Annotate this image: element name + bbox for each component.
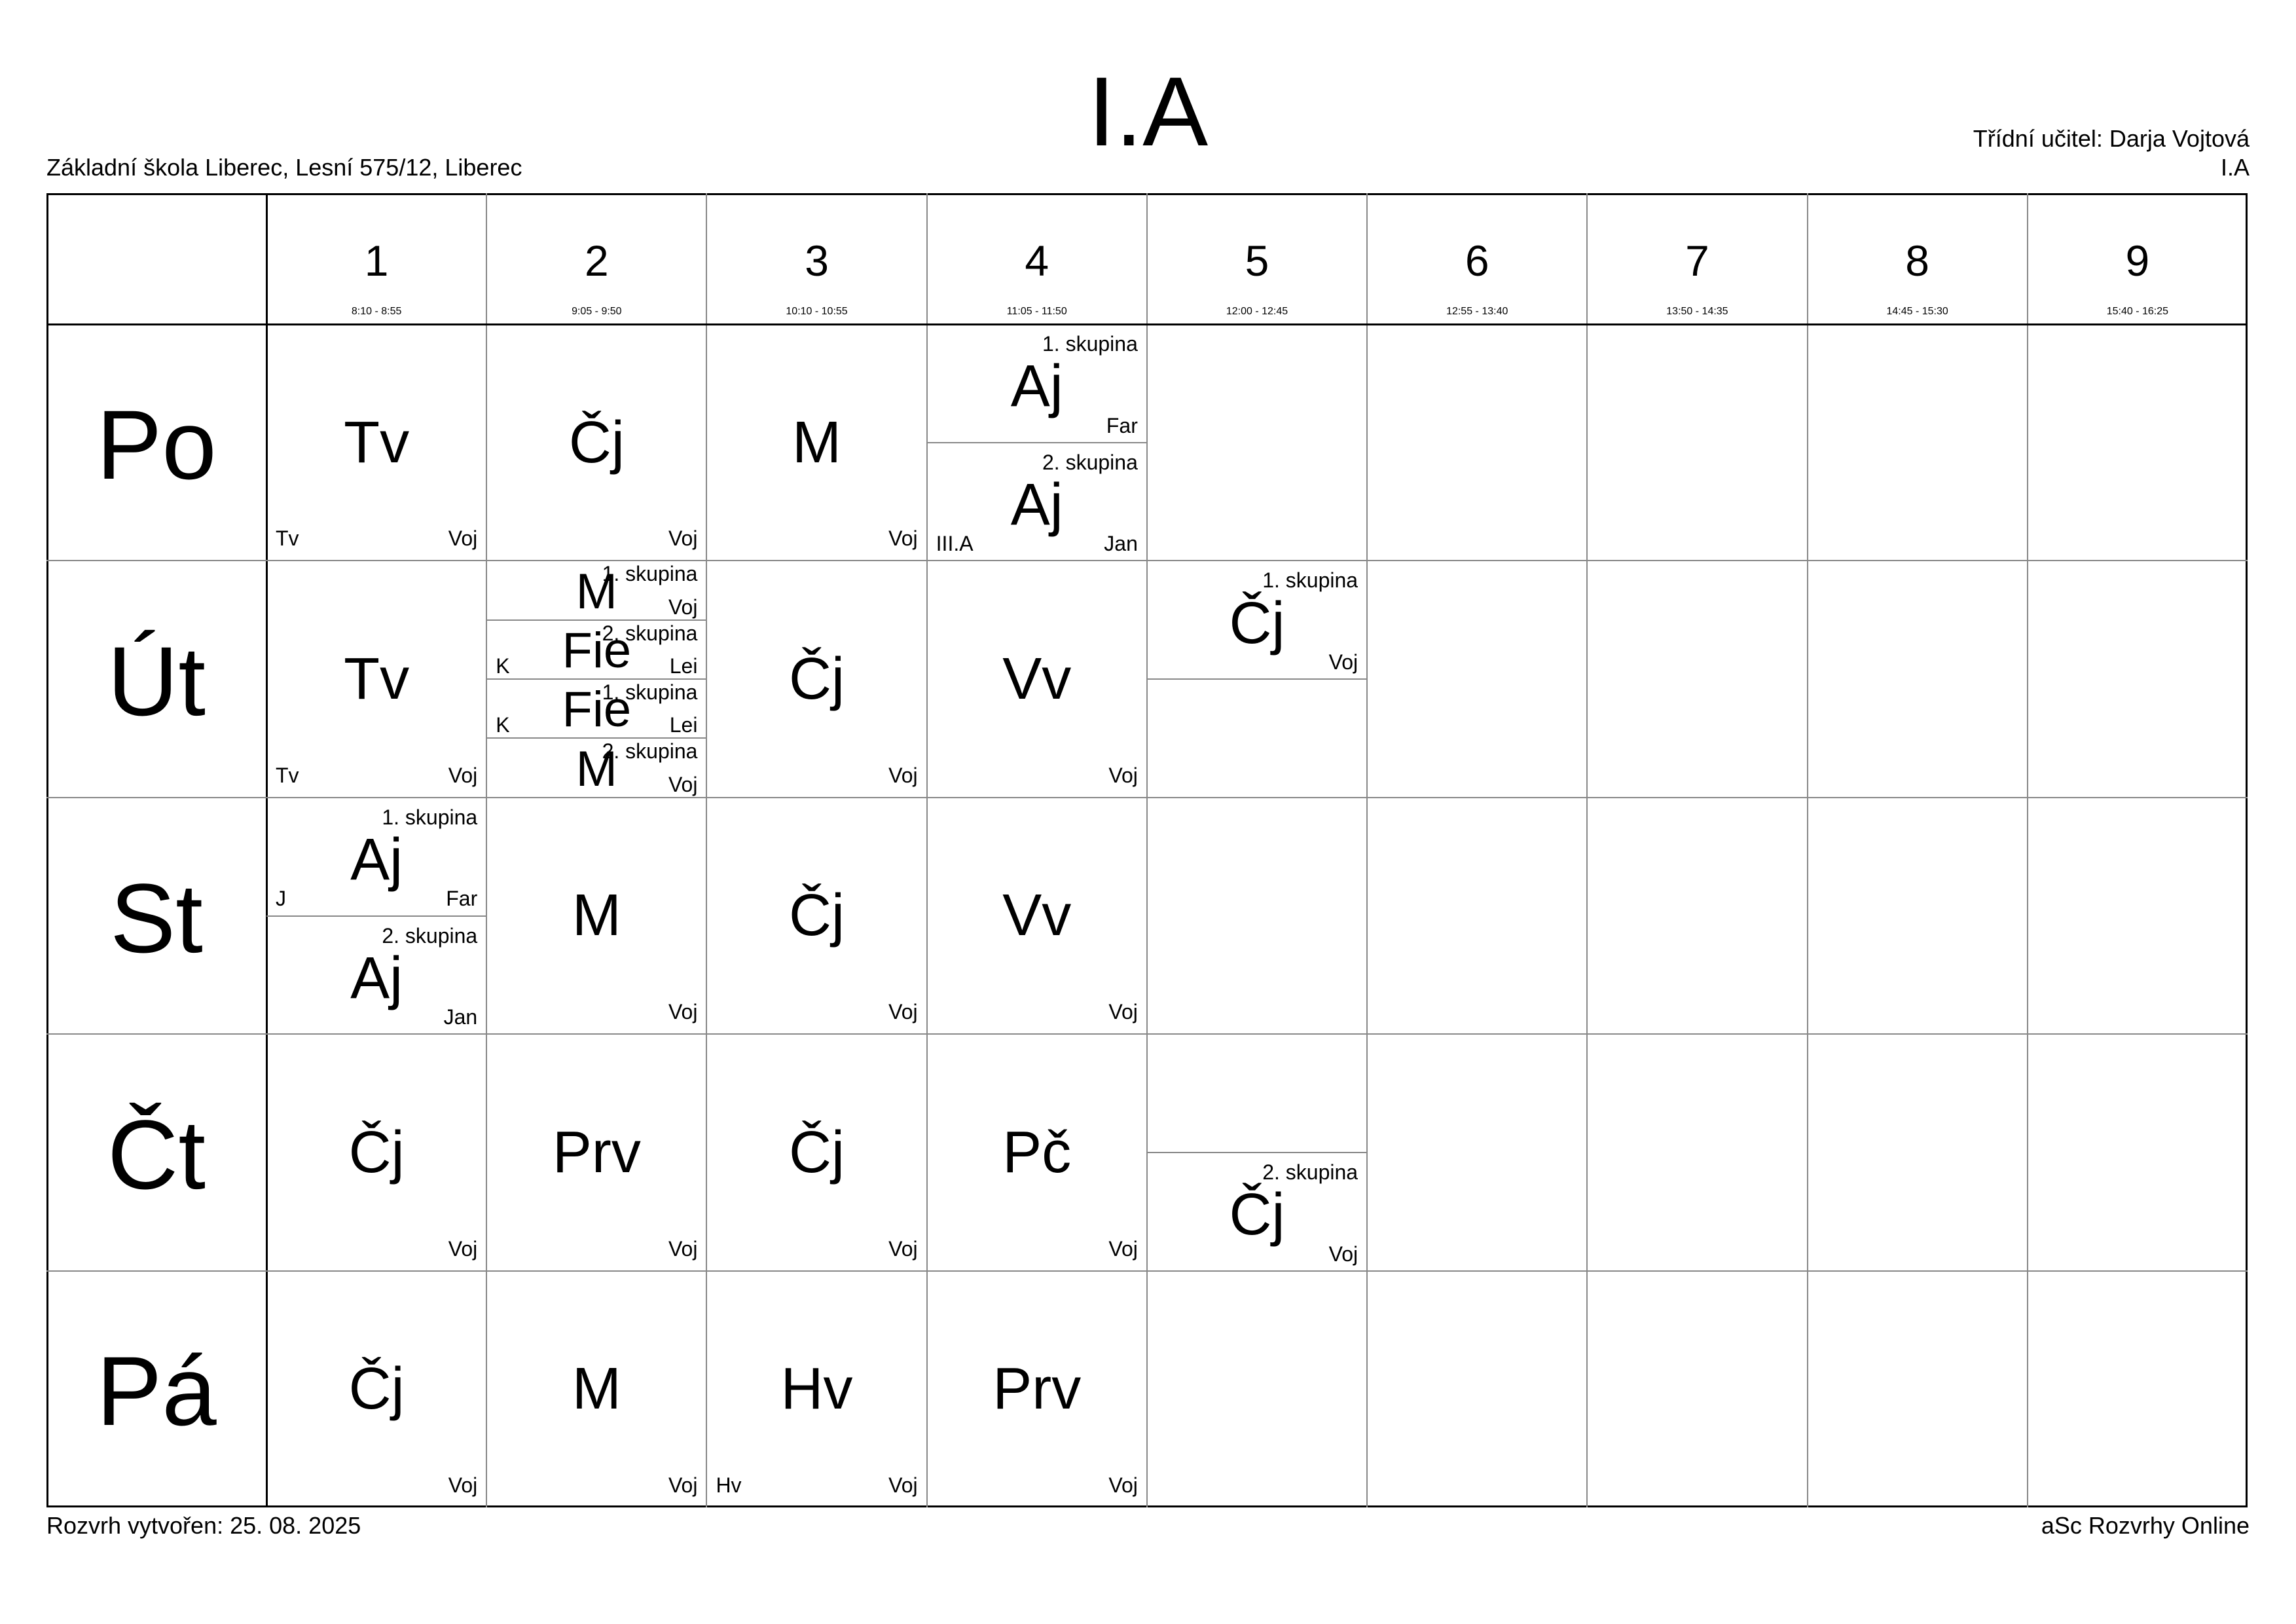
room-code: Tv bbox=[276, 763, 299, 787]
subject-name: Čj bbox=[1229, 1182, 1285, 1248]
teacher-code: Voj bbox=[668, 595, 698, 619]
teacher-code: Voj bbox=[888, 1473, 918, 1497]
lesson-cell[interactable] bbox=[486, 1271, 706, 1507]
subject-name: Čj bbox=[789, 646, 845, 712]
period-time: 12:00 - 12:45 bbox=[1226, 306, 1288, 317]
period-time: 12:55 - 13:40 bbox=[1446, 306, 1508, 317]
room-code: III.A bbox=[936, 532, 974, 556]
teacher-code: Voj bbox=[1108, 1000, 1138, 1024]
day-label: Čt bbox=[107, 1099, 206, 1209]
room-code: K bbox=[496, 654, 510, 678]
created-date: Rozvrh vytvořen: 25. 08. 2025 bbox=[46, 1512, 361, 1539]
subject-name: Aj bbox=[350, 945, 403, 1011]
teacher-code: Voj bbox=[1108, 1473, 1138, 1497]
teacher-code: Voj bbox=[448, 1473, 478, 1497]
lesson-cell[interactable] bbox=[486, 324, 706, 561]
subject-name: Pč bbox=[1002, 1119, 1072, 1185]
teacher-code: Voj bbox=[448, 1236, 478, 1261]
period-time: 11:05 - 11:50 bbox=[1006, 306, 1067, 317]
brand-label: aSc Rozvrhy Online bbox=[2041, 1512, 2250, 1539]
teacher-code: Voj bbox=[668, 526, 698, 551]
teacher-code: Voj bbox=[888, 1000, 918, 1024]
teacher-code: Voj bbox=[1108, 763, 1138, 787]
teacher-code: Voj bbox=[888, 1236, 918, 1261]
subject-name: Aj bbox=[1010, 472, 1063, 538]
lesson-cell[interactable] bbox=[927, 324, 1147, 443]
lesson-cell[interactable] bbox=[266, 798, 486, 916]
lesson-cell[interactable] bbox=[266, 916, 486, 1035]
period-time: 10:10 - 10:55 bbox=[786, 306, 848, 317]
period-time: 15:40 - 16:25 bbox=[2106, 306, 2169, 317]
page-title: I.A bbox=[1087, 56, 1209, 166]
subject-name: Prv bbox=[552, 1119, 641, 1185]
lesson-cell[interactable] bbox=[1147, 1153, 1367, 1271]
lesson-cell[interactable] bbox=[486, 1034, 706, 1270]
group-label: 2. skupina bbox=[1042, 450, 1138, 474]
subject-name: M bbox=[575, 563, 617, 619]
group-label: 1. skupina bbox=[1262, 568, 1358, 593]
column-divider bbox=[1586, 193, 1588, 1507]
teacher-code: Voj bbox=[1328, 1242, 1358, 1266]
school-name: Základní škola Liberec, Lesní 575/12, Liberec bbox=[46, 154, 522, 181]
subject-name: Vv bbox=[1002, 646, 1072, 712]
lesson-cell[interactable] bbox=[486, 798, 706, 1034]
lesson-cell[interactable] bbox=[266, 561, 486, 797]
subject-name: Aj bbox=[1010, 354, 1063, 420]
teacher-code: Voj bbox=[888, 526, 918, 551]
subject-name: Čj bbox=[789, 883, 845, 949]
teacher-code: Voj bbox=[448, 763, 478, 787]
subject-name: Tv bbox=[344, 409, 410, 475]
subject-name: M bbox=[572, 1356, 621, 1422]
period-number: 8 bbox=[1905, 236, 1930, 285]
teacher-code: Voj bbox=[668, 1473, 698, 1497]
subject-name: Čj bbox=[568, 409, 625, 475]
lesson-cell[interactable] bbox=[486, 561, 706, 619]
teacher-code: Voj bbox=[1328, 650, 1358, 674]
class-label: I.A bbox=[2220, 154, 2250, 181]
teacher-code: Voj bbox=[668, 1000, 698, 1024]
period-number: 7 bbox=[1685, 236, 1709, 285]
lesson-cell[interactable] bbox=[927, 1271, 1147, 1507]
group-label: 1. skupina bbox=[1042, 332, 1138, 356]
subject-name: Čj bbox=[348, 1119, 405, 1185]
teacher-code: Lei bbox=[669, 713, 698, 737]
subject-name: Fie bbox=[562, 682, 632, 738]
period-number: 5 bbox=[1245, 236, 1269, 285]
period-time: 14:45 - 15:30 bbox=[1886, 306, 1948, 317]
room-code: Tv bbox=[276, 526, 299, 551]
teacher-code: Jan bbox=[443, 1005, 478, 1029]
period-number: 6 bbox=[1465, 236, 1489, 285]
subject-name: Hv bbox=[780, 1356, 853, 1422]
lesson-cell[interactable] bbox=[486, 738, 706, 797]
lesson-cell[interactable] bbox=[266, 1271, 486, 1507]
lesson-cell[interactable] bbox=[1147, 561, 1367, 679]
subject-name: Čj bbox=[789, 1119, 845, 1185]
group-label: 2. skupina bbox=[602, 621, 698, 645]
period-number: 3 bbox=[805, 236, 829, 285]
subject-name: Tv bbox=[344, 646, 410, 712]
group-label: 2. skupina bbox=[1262, 1160, 1358, 1184]
subject-name: Aj bbox=[350, 827, 403, 893]
day-label: Po bbox=[96, 389, 217, 500]
lesson-cell[interactable] bbox=[706, 1271, 926, 1507]
period-number: 4 bbox=[1025, 236, 1049, 285]
subject-name: M bbox=[572, 883, 621, 949]
subject-name: Fie bbox=[562, 622, 632, 678]
class-teacher: Třídní učitel: Darja Vojtová bbox=[1973, 125, 2250, 152]
lesson-cell[interactable] bbox=[706, 324, 926, 561]
group-label: 1. skupina bbox=[602, 562, 698, 586]
period-time: 8:10 - 8:55 bbox=[351, 306, 402, 317]
lesson-cell[interactable] bbox=[706, 798, 926, 1034]
column-divider bbox=[2027, 193, 2028, 1507]
lesson-cell[interactable] bbox=[706, 1034, 926, 1270]
teacher-code: Voj bbox=[668, 1236, 698, 1261]
period-number: 9 bbox=[2125, 236, 2150, 285]
day-label: Pá bbox=[96, 1336, 217, 1447]
period-time: 9:05 - 9:50 bbox=[572, 306, 622, 317]
lesson-cell[interactable] bbox=[706, 561, 926, 797]
group-label: 2. skupina bbox=[382, 923, 478, 948]
subject-name: M bbox=[792, 409, 842, 475]
period-number: 1 bbox=[364, 236, 389, 285]
teacher-code: Far bbox=[1106, 413, 1138, 437]
teacher-code: Lei bbox=[669, 654, 698, 678]
subject-name: Vv bbox=[1002, 883, 1072, 949]
subject-name: M bbox=[575, 741, 617, 797]
room-code: J bbox=[276, 887, 286, 911]
teacher-code: Far bbox=[446, 887, 478, 911]
column-divider bbox=[1366, 193, 1368, 1507]
day-label: Út bbox=[107, 626, 206, 737]
lesson-cell[interactable] bbox=[927, 443, 1147, 561]
group-label: 2. skupina bbox=[602, 739, 698, 764]
column-divider bbox=[1807, 193, 1808, 1507]
subject-name: Prv bbox=[993, 1356, 1082, 1422]
lesson-cell[interactable] bbox=[927, 798, 1147, 1034]
room-code: K bbox=[496, 713, 510, 737]
lesson-cell[interactable] bbox=[266, 1034, 486, 1270]
teacher-code: Voj bbox=[1108, 1236, 1138, 1261]
teacher-code: Voj bbox=[668, 772, 698, 796]
group-label: 1. skupina bbox=[382, 805, 478, 829]
period-time: 13:50 - 14:35 bbox=[1666, 306, 1728, 317]
lesson-cell[interactable] bbox=[927, 1034, 1147, 1270]
teacher-code: Jan bbox=[1104, 532, 1138, 556]
lesson-cell[interactable] bbox=[486, 679, 706, 738]
period-number: 2 bbox=[584, 236, 609, 285]
teacher-code: Voj bbox=[448, 526, 478, 551]
room-code: Hv bbox=[716, 1473, 742, 1497]
teacher-code: Voj bbox=[888, 763, 918, 787]
lesson-cell[interactable] bbox=[486, 620, 706, 679]
lesson-cell[interactable] bbox=[266, 324, 486, 561]
lesson-cell[interactable] bbox=[927, 561, 1147, 797]
group-label: 1. skupina bbox=[602, 680, 698, 705]
subject-name: Čj bbox=[1229, 590, 1285, 656]
day-label: St bbox=[110, 862, 203, 973]
subject-name: Čj bbox=[348, 1356, 405, 1422]
